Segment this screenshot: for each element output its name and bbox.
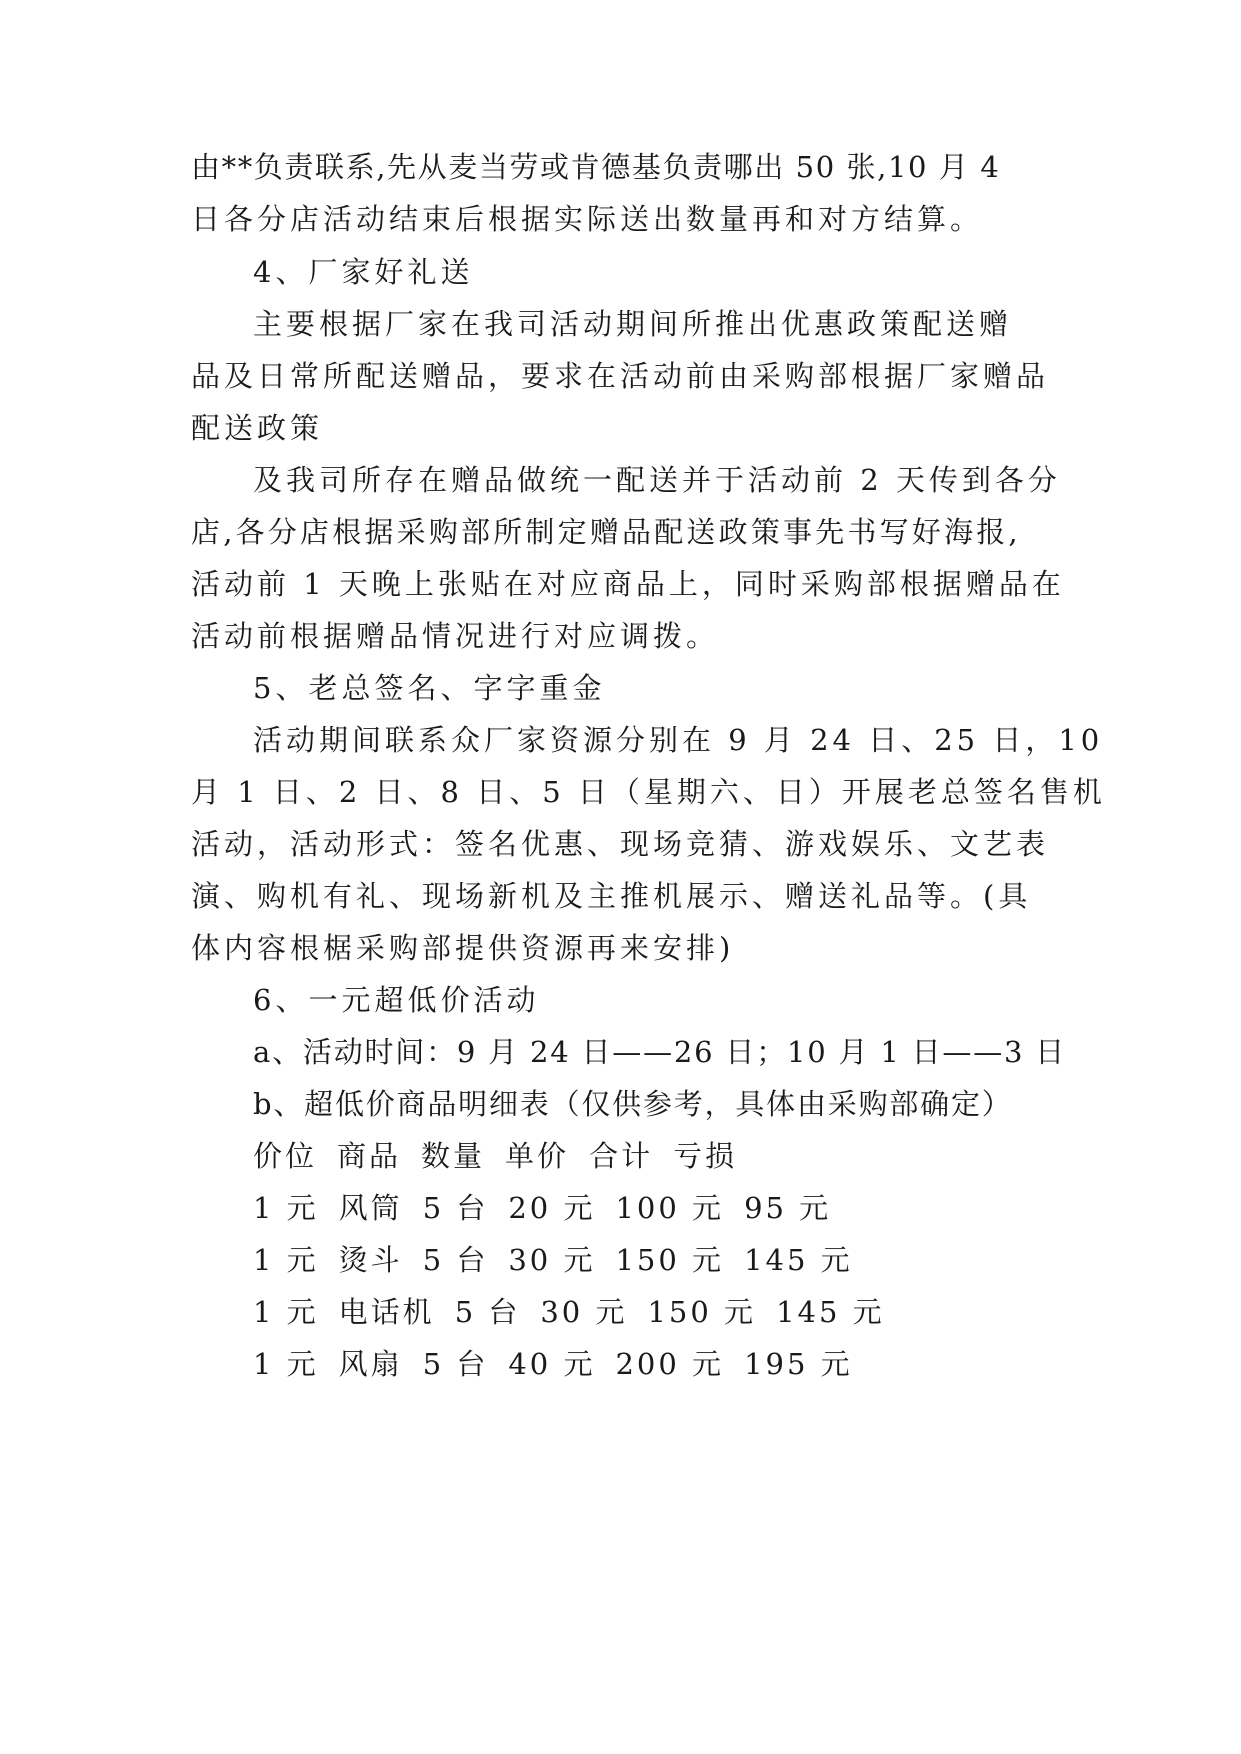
table-cell: 1 元 [253,1243,319,1277]
table-cell: 30 元 [508,1243,596,1277]
table-row [253,1292,1133,1332]
table-cell: 5 台 [422,1191,489,1225]
header-cell: 单价 [505,1139,570,1173]
section-5-line-4: 演、购机有礼、现场新机及主推机展示、赠送礼品等。(具 [191,879,1032,913]
table-cell: 145 元 [776,1295,885,1329]
table-cell: 风扇 [338,1347,403,1381]
header-cell: 商品 [337,1139,402,1173]
header-cell: 合计 [589,1139,654,1173]
table-cell: 150 元 [615,1243,725,1277]
table-cell: 40 元 [508,1347,596,1381]
intro-line-1: 由**负责联系,先从麦当劳或肯德基负责哪出 50 张,10 月 4 [191,150,1001,184]
table-cell: 5 台 [422,1347,489,1381]
table-cell: 1 元 [253,1295,319,1329]
section-4-p1-line-2: 品及日常所配送赠品，要求在活动前由采购部根据厂家赠品 [191,359,1050,393]
section-5-line-5: 体内容根椐采购部提供资源再来安排) [191,931,735,965]
table-cell: 烫斗 [338,1243,403,1277]
table-row [253,1188,1133,1228]
section-4-heading: 4、厂家好礼送 [253,255,474,289]
header-cell: 亏损 [673,1139,738,1173]
section-4-p2-line-1: 及我司所存在赠品做统一配送并于活动前 2 天传到各分 [253,463,1061,497]
section-4-p1-line-1: 主要根据厂家在我司活动期间所推出优惠政策配送赠 [253,307,1013,341]
table-cell: 145 元 [744,1243,853,1277]
header-cell: 数量 [421,1139,486,1173]
table-cell: 150 元 [647,1295,757,1329]
section-6-heading: 6、一元超低价活动 [253,983,540,1017]
table-cell: 20 元 [508,1191,596,1225]
section-4-p1-line-3: 配送政策 [191,411,324,445]
table-cell: 电话机 [338,1295,435,1329]
section-4-p2-line-3: 活动前 1 天晚上张贴在对应商品上，同时采购部根据赠品在 [191,567,1065,601]
table-cell: 95 元 [744,1191,832,1225]
section-5-line-3: 活动，活动形式：签名优惠、现场竞猜、游戏娱乐、文艺表 [191,827,1050,861]
section-5-line-2: 月 1 日、2 日、8 日、5 日（星期六、日）开展老总签名售机 [191,775,1106,809]
table-cell: 5 台 [422,1243,489,1277]
section-4-p2-line-2: 店,各分店根据采购部所制定赠品配送政策事先书写好海报, [191,515,1021,549]
table-cell: 5 台 [454,1295,521,1329]
price-table-header [253,1136,1133,1176]
table-cell: 1 元 [253,1191,319,1225]
table-row [253,1344,1133,1384]
section-4-p2-line-4: 活动前根据赠品情况进行对应调拨。 [191,619,720,653]
table-cell: 风筒 [338,1191,403,1225]
section-5-line-1: 活动期间联系众厂家资源分别在 9 月 24 日、25 日，10 [253,723,1104,757]
intro-line-2: 日各分店活动结束后根据实际送出数量再和对方结算。 [191,202,984,236]
header-cell: 价位 [253,1139,318,1173]
table-cell: 100 元 [615,1191,725,1225]
section-6-a-line: a、活动时间：9 月 24 日——26 日；10 月 1 日——3 日 [253,1035,1067,1069]
table-cell: 200 元 [615,1347,725,1381]
table-cell: 30 元 [540,1295,628,1329]
table-cell: 195 元 [744,1347,853,1381]
section-5-heading: 5、老总签名、字字重金 [253,671,606,705]
table-cell: 1 元 [253,1347,319,1381]
section-6-b-line: b、超低价商品明细表（仅供参考，具体由采购部确定） [253,1087,1013,1121]
table-row [253,1240,1133,1280]
